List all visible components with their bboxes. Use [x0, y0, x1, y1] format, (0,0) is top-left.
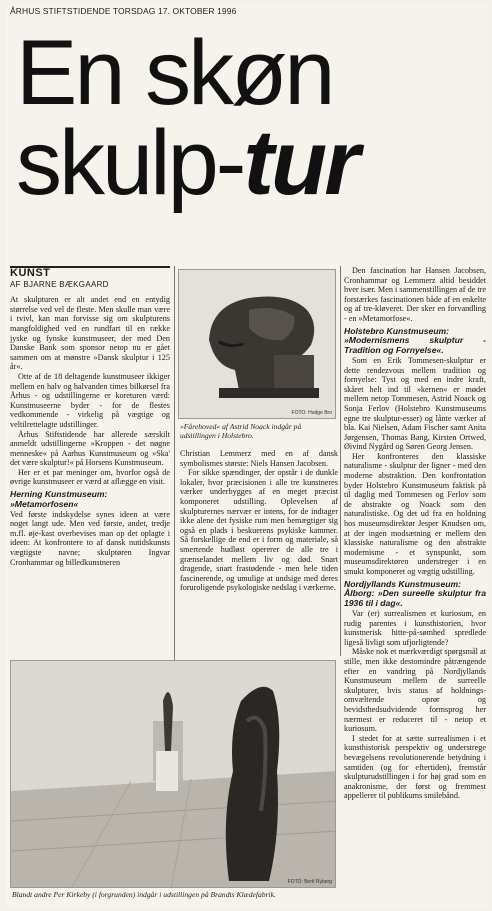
- headline-line-2-start: skulp-: [16, 112, 244, 215]
- col2-paragraph-1: Christian Lemmerz med en af dansk symbolismes største: Niels Hansen Jacobsen.: [180, 449, 338, 468]
- headline-line-2: [16, 112, 486, 215]
- col1-paragraph-5: Ved første indskydelse synes ideen at være noget langt ude. Men ved første, andet, tredje m.fl. øje-kast overbevises man op det oplagte i ideen: At konfrontere to af dansk nutidskunsts vægtigste navne; skulptøren Ingvar Cronhammar og billedkunstneren: [10, 509, 170, 567]
- photo2-caption: Blandt andre Per Kirkeby (i forgrunden) indgår i udstillingen på Brandts Klædefabrik.: [12, 890, 276, 899]
- photo-gallery: [10, 660, 336, 888]
- kicker: KUNST: [10, 266, 170, 279]
- gallery-image: [11, 661, 336, 888]
- col1-paragraph-2: Otte af de 18 deltagende kunstmuseer ikkiger mellem en halv og halvanden times bilkørsel fra Århus - og udstillingerne er koreturen værd: Kunstmuseerne byder - for de flestes vedkommende - virkelig på vægtige og veltilrettelagte udstillinger.: [10, 371, 170, 429]
- column-rule-1: [174, 266, 175, 666]
- photo1-credit: FOTO: Hudge Bro: [291, 410, 332, 416]
- masthead: ÅRHUS STIFTSTIDENDE TORSDAG 17. OKTOBER 1996: [10, 6, 237, 16]
- photo-sculpture-head: [178, 269, 336, 419]
- col3-paragraph-6: I stedet for at sætte surrealismen i et kunsthistorisk perspektiv og understrege bevægelsens revolutionerende betydning i samtiden (og for eftertiden), fremstår skulpturudstillingen i for høj grad som en anakronisme, der først og fremmest appellerer til publikums smilebånd.: [344, 733, 486, 801]
- photo1-caption: »Fårehoved« af Astrid Noack indgår på udstillingen i Holstebro.: [180, 422, 302, 440]
- column-1: [10, 266, 170, 567]
- newspaper-clipping: [6, 4, 488, 907]
- column-rule-2: [340, 266, 341, 656]
- subhead-herning: Herning Kunstmuseum:: [10, 489, 108, 500]
- col2-paragraph-2: For sikke spændinger, der opstår i de dunkle lokaler, hvor præcisionen i alle tre kunstneres værker underbygges af en meget præcist komponeret udstilling. Oplevelsen af skulpturernes nærvær er intens, for de indtager ikke alene det fysiske rum men bemægtiger sig også en plads i beskuerens psykiske kammer. Så forskellige de end er i form og materiale, så smertende hudløst opererer de alle tre i grænselandet mellem liv og død. Snart dragende, snart frastødende - men hele tiden fascinerende, og umulige at undsige med deres foruroligende psykologiske nedslag i værkerne.: [180, 468, 338, 593]
- column-3: [344, 266, 486, 801]
- subhead-nordjylland-title: Ålborg: »Den sureelle skulptur fra 1936 til i dag«.: [344, 588, 486, 609]
- subhead-herning-title: »Metamorfosen«: [10, 498, 79, 509]
- col1-paragraph-3: Århus Stiftstidende har allerede særskilt anmeldt udstillingerne »Kroppen - det nøgne menneske« på Aarhus Kunstmuseum og »Ska' det være skulptur!« på Horsens Kunstmuseum.: [10, 429, 170, 468]
- photo2-credit: FOTO: Bertl Ryberg: [287, 879, 332, 885]
- col1-paragraph-4: Her er et par meninger om, hvorfor også de øvrige kunstmuseer er værd at aflægge en visit.: [10, 467, 170, 487]
- col3-paragraph-5: Måske nok et mærkværdigt spørgsmål at stille, men ikke destomindre påtrængende efter en vandring på Nordjyllands Kunstmuseum mellem de surreelle skulpturer, hvis status af holdnings-omvæltende oprør og bevidsthedsudvidende formsprog her nærmest er reduceret til - netop et kuriosum.: [344, 647, 486, 734]
- col3-paragraph-2: Som en Erik Tommesen-skulptur er dette rendezvous mellem tradition og fornyelse: Tyst og med en indre kraft, skåret helt ind til »kernen« er mødet mellem netop Tommesen, Astrid Noack og Sonja Ferlov (Holstebro Kunstmuseums egne tre skulptur-esser) og lånte værker af bla. Kai Nielsen, Adam Fischer samt Anita Jørgensen, Thomas Bang, Kirsten Ortwed, Øivind Nygård og Søren Georg Jensen.: [344, 355, 486, 452]
- col3-paragraph-1: Den fascination har Hansen Jacobsen, Cronhammar og Lemmerz altid besiddet hver især. Men i sammenstillingen af de tre forstærkes fascinationen både af en enkelte og af tre-kløveret. Der sker en forvandling - en »Metamorfose«.: [344, 266, 486, 323]
- col3-paragraph-4: Var (er) surrealismen et kuriosum, en rudig parentes i kunsthistorien, hvor kunstnerisk hitte-på-sømhed spredlede ligeså livligt som ufjorligtende?: [344, 609, 486, 647]
- col3-paragraph-3: Her konfronteres den klassiske naturalisme - skulptur der ligner - med den moderne abstraktion. Den konfrontation byder Holstebro Kunstmuseum faktisk på til daglig med Tommesen og Ferlov som de abstrakte og Noack som den naturalistiske. Og det ud fra en holdning hos museumsdirektør Jesper Knudsen om, at der ingen modsætning er mellem den klassiske naturalisme og den abstrakte modernisme - et synspunkt, som museumsdirektøren understreger i en smukt komponeret og vægtig udstilling.: [344, 451, 486, 577]
- headline-line-2-end: tur: [243, 112, 358, 215]
- subhead-nordjylland: Nordjyllands Kunstmuseum:: [344, 578, 461, 589]
- byline: AF BJARNE BÆKGAARD: [10, 279, 109, 289]
- headline: [16, 22, 486, 215]
- subhead-holstebro: Holstebro Kunstmuseum:: [344, 325, 450, 336]
- subhead-holstebro-title: »Modernismens skulptur - Tradition og Fornyelse«.: [344, 335, 486, 356]
- col1-paragraph-1: At skulpturen er alt andet end en entydig størrelse ved vel de fleste. Men skulle man være i tvivl, kan man forvisse sig om skulpturens mangfoldighed ved en rundfart til en række jyske og fynske kunstmuseer, der med Den Danske Bank som sponsor netop nu er gået sammen om at mønstre »Dansk skulptur i 125 år«.: [10, 295, 170, 372]
- headline-line-1: En skøn: [16, 22, 333, 124]
- column-2: [180, 449, 338, 593]
- sculpture-head-image: [179, 270, 336, 419]
